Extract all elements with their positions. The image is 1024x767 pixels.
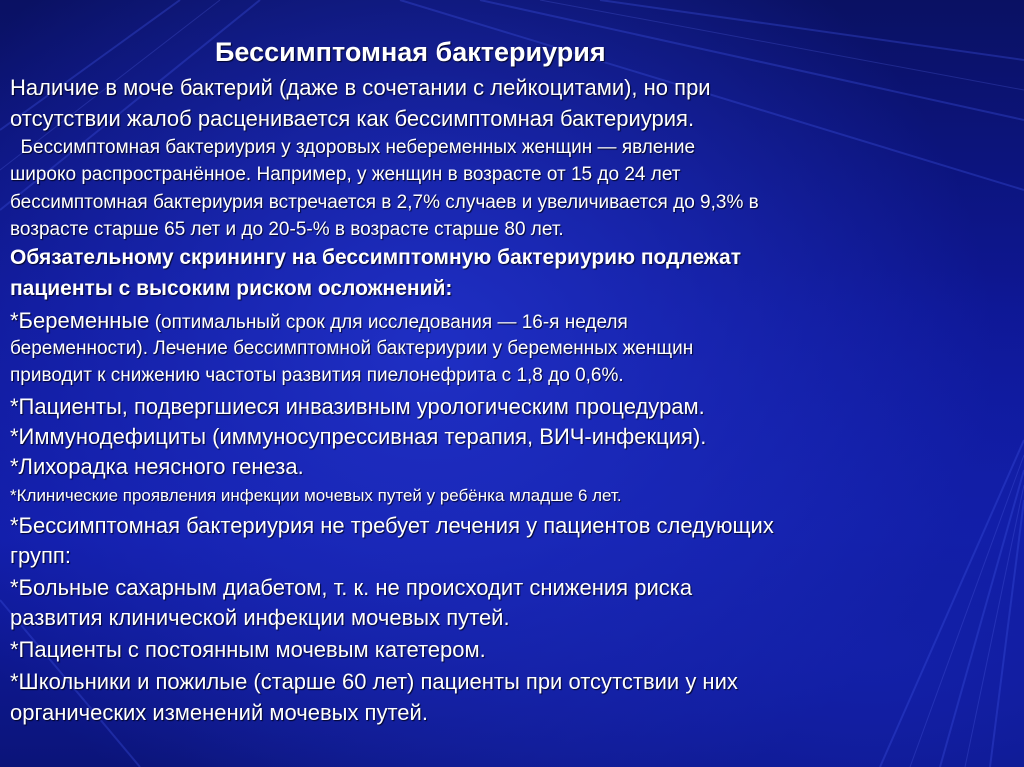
text-line: широко распространённое. Например, у женщин в возрасте от 15 до 24 лет	[10, 164, 681, 185]
text-line: органических изменений мочевых путей.	[10, 700, 428, 725]
bullet-pregnant-note: (оптимальный срок для исследования — 16-я неделя	[149, 312, 628, 333]
bullet-pregnant: *Беременные	[10, 308, 150, 333]
text-line: *Школьники и пожилые (старше 60 лет) пациенты при отсутствии у них	[10, 669, 738, 694]
text-line: *Иммунодефициты (иммуносупрессивная терапия, ВИЧ-инфекция).	[10, 424, 707, 449]
text-line-bold: пациенты с высоким риском осложнений:	[10, 277, 453, 300]
text-line: бессимптомная бактериурия встречается в 2,7% случаев и увеличивается до 9,3% в	[10, 192, 759, 213]
text-line: *Лихорадка неясного генеза.	[10, 454, 304, 479]
text-line: групп:	[10, 543, 71, 568]
text-line: отсутствии жалоб расценивается как бессимптомная бактериурия.	[10, 106, 695, 131]
text-line: *Пациенты, подвергшиеся инвазивным урологическим процедурам.	[10, 394, 705, 419]
text-line-bold: Обязательному скринингу на бессимптомную бактериурию подлежат	[10, 246, 742, 269]
text-line: развития клинической инфекции мочевых путей.	[10, 605, 510, 630]
text-line: *Больные сахарным диабетом, т. к. не происходит снижения риска	[10, 575, 693, 600]
text-line: приводит к снижению частоты развития пиелонефрита с 1,8 до 0,6%.	[10, 365, 624, 386]
text-line: *Бессимптомная бактериурия не требует лечения у пациентов следующих	[10, 513, 774, 538]
text-line: *Пациенты с постоянным мочевым катетером.	[10, 637, 486, 662]
text-line: возрасте старше 65 лет и до 20-5-% в возрасте старше 80 лет.	[10, 219, 564, 240]
text-line: беременности). Лечение бессимптомной бактериурии у беременных женщин	[10, 338, 694, 359]
slide-title: Бессимптомная бактериурия	[215, 37, 606, 67]
text-line: *Клинические проявления инфекции мочевых путей у ребёнка младше 6 лет.	[10, 486, 622, 505]
text-line-pregnant	[10, 308, 628, 334]
text-line: Наличие в моче бактерий (даже в сочетании с лейкоцитами), но при	[10, 75, 711, 100]
text-line: Бессимптомная бактериурия у здоровых небеременных женщин — явление	[10, 137, 696, 158]
